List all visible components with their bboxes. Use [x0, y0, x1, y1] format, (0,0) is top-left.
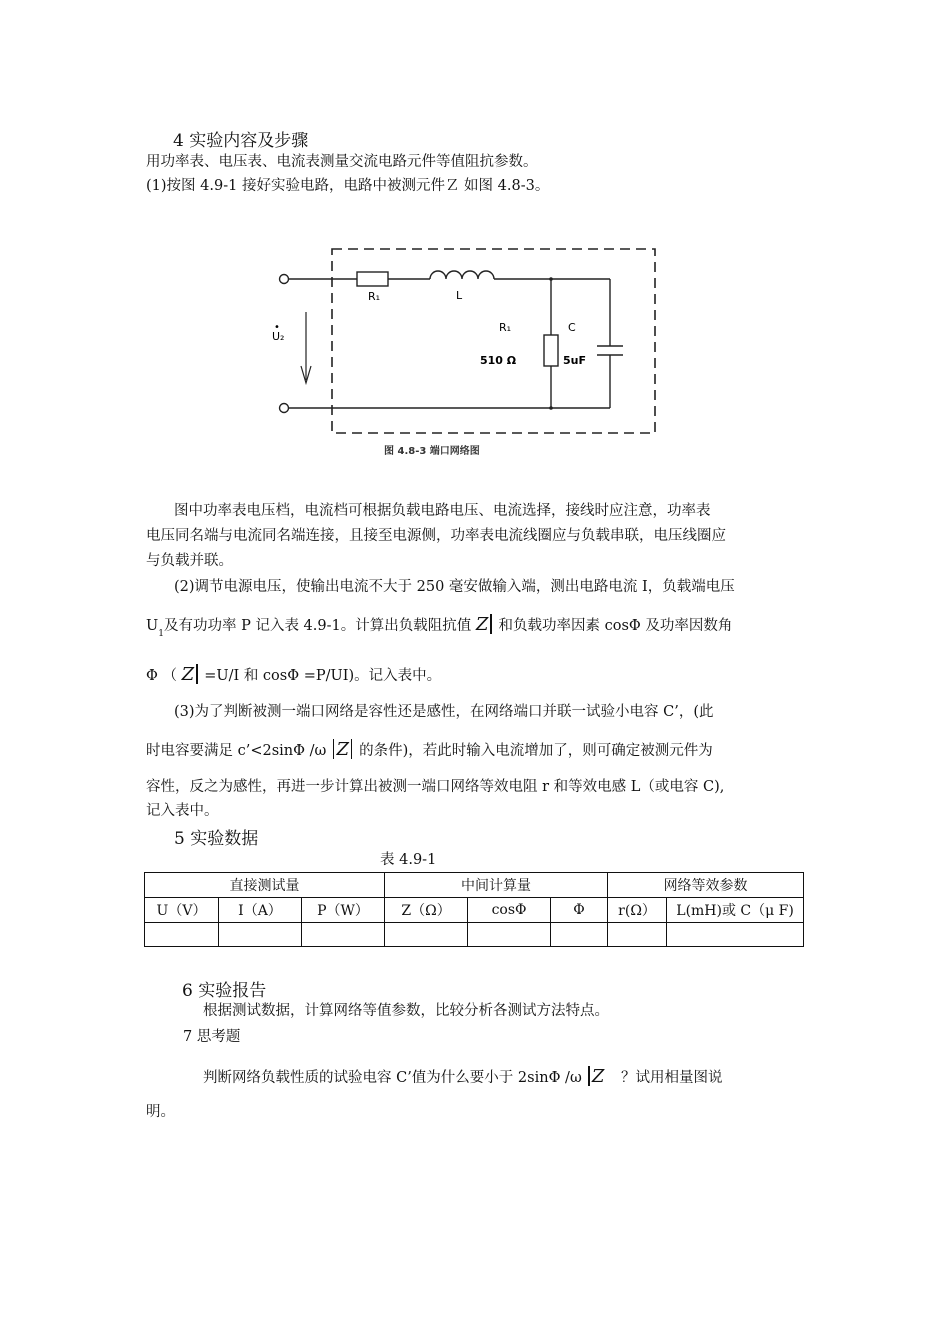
- table-title: 表 4.9-1: [380, 852, 437, 868]
- step-3-line-1: (3)为了判断被测一端口网络是容性还是感性，在网络端口并联一试验小电容 C’，(此: [174, 704, 714, 720]
- table-cell[interactable]: [551, 923, 608, 947]
- abs-bar-3: [333, 739, 335, 759]
- table-cell[interactable]: [385, 923, 468, 947]
- section-6-text: 根据测试数据，计算网络等值参数，比较分析各测试方法特点。: [203, 1003, 609, 1019]
- section-4-heading: 4 实验内容及步骤: [173, 131, 309, 151]
- c-value-label: 5uF: [563, 354, 586, 367]
- z-symbol-3: Z: [336, 739, 349, 760]
- col-r: r(Ω）: [608, 898, 667, 923]
- para-1-line-3: 与负载并联。: [146, 553, 233, 569]
- u2-label: U₂: [272, 330, 285, 343]
- step-3-line-3: 容性，反之为感性，再进一步计算出被测一端口网络等效电阻 r 和等效电感 L（或电容 C),: [146, 779, 725, 795]
- step-3-line-2: [146, 739, 713, 759]
- step-3-line-4: 记入表中。: [146, 803, 219, 819]
- col-lc: L(mH)或 C（μ F): [667, 898, 804, 923]
- col-cos: cosΦ: [468, 898, 551, 923]
- table-cell[interactable]: [667, 923, 804, 947]
- table-cell[interactable]: [145, 923, 219, 947]
- inductor-l: [430, 271, 494, 279]
- table-cell[interactable]: [608, 923, 667, 947]
- u-dot: •: [274, 322, 280, 333]
- abs-bar-5: [588, 1066, 590, 1086]
- section-5-heading: 5 实验数据: [174, 829, 259, 849]
- table-cell[interactable]: [219, 923, 302, 947]
- step-1-text: (1)按图 4.9-1 接好实验电路，电路中被测元件Ｚ 如图 4.8-3。: [146, 178, 550, 194]
- table-cell[interactable]: [468, 923, 551, 947]
- col-phi: Φ: [551, 898, 608, 923]
- group-network: 网络等效参数: [608, 873, 804, 898]
- step-3-line-2-text: 时电容要满足 c’<2sinΦ /ω: [146, 743, 327, 759]
- data-table: [144, 872, 804, 947]
- input-terminal-bottom: [280, 404, 289, 413]
- step-3-line-2-tail: 的条件)，若此时输入电流增加了，则可确定被测元件为: [359, 743, 713, 759]
- section-7-line-1-text: 判断网络负载性质的试验电容 C’值为什么要小于 2sinΦ /ω: [203, 1070, 582, 1086]
- port-network-diagram: [270, 240, 670, 462]
- group-direct: 直接测试量: [145, 873, 385, 898]
- figure-caption: 图 4.8-3 端口网络图: [384, 446, 480, 457]
- section-4-intro: 用功率表、电压表、电流表测量交流电路元件等值阻抗参数。: [146, 154, 538, 170]
- r-value-label: 510 Ω: [480, 354, 517, 367]
- col-u: U（V）: [145, 898, 219, 923]
- input-terminal-top: [280, 275, 289, 284]
- section-6-heading: 6 实验报告: [182, 981, 267, 1001]
- step-2-line-2-text: 及有功功率 P 记入表 4.9-1。计算出负载阻抗值: [163, 618, 472, 634]
- group-intermediate: 中间计算量: [385, 873, 608, 898]
- para-1-line-1: 图中功率表电压档，电流档可根据负载电路电压、电流选择，接线时应注意，功率表: [174, 503, 711, 519]
- c-label: C: [568, 321, 576, 334]
- l-label: L: [456, 289, 463, 302]
- col-p: P（W）: [302, 898, 385, 923]
- z-symbol-2: Z: [181, 664, 195, 685]
- step-2-line-2-tail: 和负载功率因素 cosΦ 及功率因数角: [498, 618, 733, 634]
- section-7-heading: 7 思考题: [183, 1029, 241, 1045]
- step-2-line-2: [146, 614, 732, 639]
- para-1-line-2: 电压同名端与电流同名端连接，且接至电源侧，功率表电流线圈应与负载串联，电压线圈应: [146, 528, 726, 544]
- section-7-line-1: [203, 1066, 723, 1086]
- z-symbol-4: Z: [591, 1066, 605, 1087]
- step-2-line-3-text: =U/I 和 cosΦ =P/UI)。记入表中。: [204, 668, 442, 684]
- section-7-line-2: 明。: [146, 1104, 175, 1120]
- phi-open: Φ （: [146, 668, 177, 684]
- resistor-r1: [357, 272, 388, 286]
- u1-symbol: U: [146, 618, 159, 634]
- step-2-line-3: [146, 664, 441, 684]
- step-2-line-1: (2)调节电源电压，使输出电流不大于 250 毫安做输入端，测出电路电流 I，负载端电压: [174, 579, 735, 595]
- table-header-row: [145, 898, 804, 923]
- col-z: Z（Ω）: [385, 898, 468, 923]
- section-7-line-1-tail: ？试用相量图说: [621, 1070, 723, 1086]
- z-symbol: Z: [475, 614, 489, 635]
- table-row: [145, 923, 804, 947]
- resistor-510: [544, 335, 558, 366]
- col-i: I（A）: [219, 898, 302, 923]
- abs-bar: [490, 614, 492, 634]
- table-group-row: [145, 873, 804, 898]
- abs-bar-2: [196, 664, 198, 684]
- table-cell[interactable]: [302, 923, 385, 947]
- abs-bar-4: [351, 739, 353, 759]
- r1-label: R₁: [368, 290, 381, 303]
- rl-label: R₁: [499, 321, 512, 334]
- u1-subscript: 1: [158, 629, 164, 639]
